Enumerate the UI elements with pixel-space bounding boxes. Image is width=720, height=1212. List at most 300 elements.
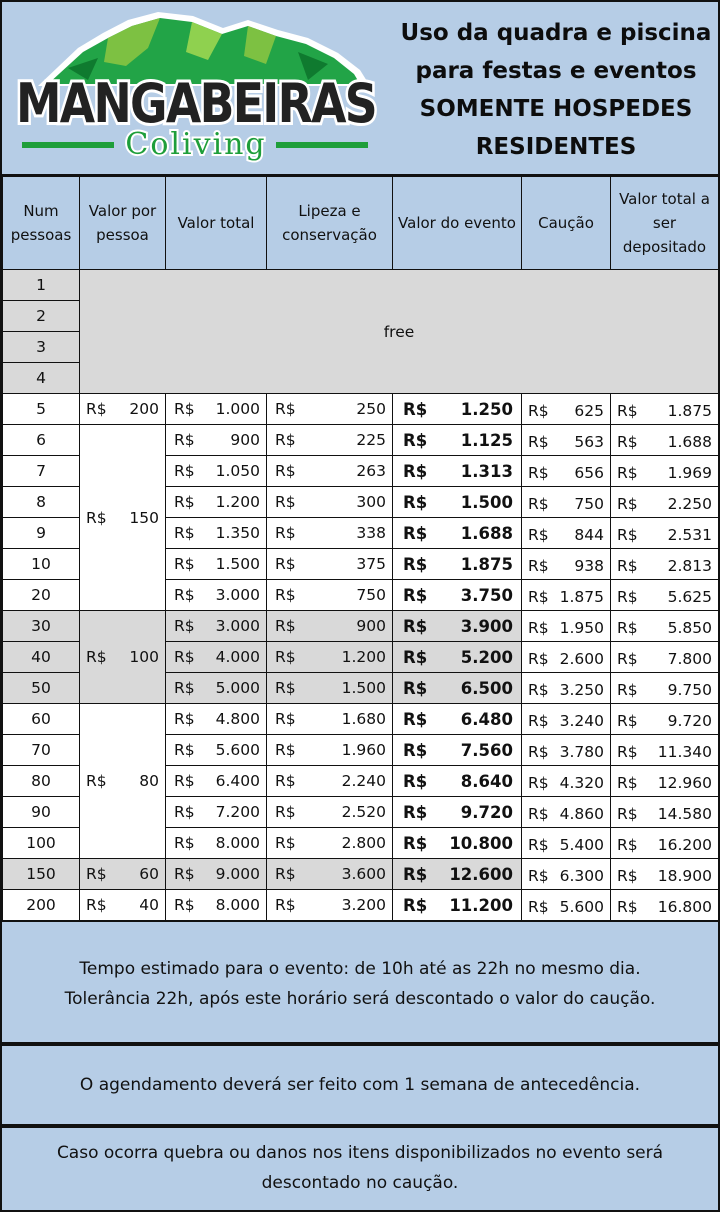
deposit: [522, 801, 610, 823]
total: [166, 896, 266, 914]
schedule-note: [2, 1046, 718, 1124]
cleaning-value: 225: [356, 431, 386, 449]
deposit-value: 3.240: [559, 712, 604, 730]
currency-symbol: R$: [403, 492, 428, 512]
currency-symbol: R$: [403, 709, 428, 729]
currency-symbol: R$: [528, 805, 549, 823]
currency-symbol: R$: [275, 865, 296, 883]
deposit-value: 4.860: [559, 805, 604, 823]
deposit-value: 656: [574, 464, 604, 482]
event-value: 12.600: [449, 864, 513, 884]
event: [393, 431, 521, 450]
deposit-value: 1.875: [559, 588, 604, 606]
event-value: 3.750: [460, 585, 513, 605]
total-deposit: [611, 615, 718, 637]
cell-deposit: [522, 673, 611, 704]
total-deposit-value: 11.340: [657, 743, 712, 761]
cleaning: [267, 555, 392, 573]
event-value: 1.688: [460, 523, 513, 543]
cell-cleaning: [267, 704, 393, 735]
col-header-cleaning: Lipeza e conservação: [267, 177, 393, 270]
per-person-value: 150: [129, 508, 159, 527]
cell-total: [166, 735, 267, 766]
event: [393, 586, 521, 605]
currency-symbol: R$: [174, 431, 195, 449]
cell-total-deposit: [611, 456, 719, 487]
total: [166, 493, 266, 511]
cell-deposit: [522, 611, 611, 642]
event-time-line-1: Tempo estimado para o evento: de 10h até as 22h no mesmo dia.: [79, 959, 641, 979]
deposit: [522, 584, 610, 606]
per-person-value: 100: [129, 648, 159, 666]
currency-symbol: R$: [403, 461, 428, 481]
currency-symbol: R$: [86, 400, 107, 418]
total: [166, 462, 266, 480]
currency-symbol: R$: [174, 803, 195, 821]
total-value: 5.000: [215, 679, 260, 697]
cell-deposit: [522, 735, 611, 766]
total-deposit-value: 2.250: [667, 495, 712, 513]
cell-event: [393, 828, 522, 859]
cell-per-person: [80, 704, 166, 859]
cell-deposit: [522, 642, 611, 673]
deposit: [522, 615, 610, 637]
deposit-value: 3.250: [559, 681, 604, 699]
total-deposit: [611, 553, 718, 575]
cell-per-person: [80, 425, 166, 611]
total-deposit-value: 16.200: [657, 836, 712, 854]
total-deposit: [611, 739, 718, 761]
cell-event: [393, 704, 522, 735]
currency-symbol: R$: [275, 834, 296, 852]
per-person-value: 80: [139, 772, 159, 790]
col-header-event: Valor do evento: [393, 177, 522, 270]
total: [166, 431, 266, 449]
currency-symbol: R$: [86, 772, 107, 790]
currency-symbol: R$: [403, 678, 428, 698]
cell-total-deposit: [611, 487, 719, 518]
deposit-value: 938: [574, 557, 604, 575]
total-deposit-value: 5.850: [667, 619, 712, 637]
deposit: [522, 677, 610, 699]
currency-symbol: R$: [275, 462, 296, 480]
event-value: 8.640: [460, 771, 513, 791]
cleaning: [267, 524, 392, 542]
cell-total-deposit: [611, 797, 719, 828]
cell-cleaning: [267, 828, 393, 859]
event: [393, 865, 521, 884]
cleaning: [267, 462, 392, 480]
event: [393, 493, 521, 512]
total: [166, 617, 266, 635]
cell-cleaning: [267, 394, 393, 425]
currency-symbol: R$: [528, 464, 549, 482]
cell-num: 70: [3, 735, 80, 766]
cleaning: [267, 803, 392, 821]
currency-symbol: R$: [174, 400, 195, 418]
event-value: 10.800: [449, 833, 513, 853]
currency-symbol: R$: [617, 681, 638, 699]
currency-symbol: R$: [275, 648, 296, 666]
total-deposit: [611, 801, 718, 823]
deposit-value: 750: [574, 495, 604, 513]
total-deposit: [611, 522, 718, 544]
event-value: 1.125: [460, 430, 513, 450]
cleaning: [267, 679, 392, 697]
deposit-value: 3.780: [559, 743, 604, 761]
event: [393, 462, 521, 481]
event: [393, 648, 521, 667]
header-line-1: Uso da quadra e piscina: [400, 20, 712, 46]
currency-symbol: R$: [174, 896, 195, 914]
header-line-4: RESIDENTES: [475, 134, 637, 160]
cell-deposit: [522, 487, 611, 518]
cleaning: [267, 896, 392, 914]
table-row: [3, 704, 719, 735]
total: [166, 803, 266, 821]
cleaning: [267, 865, 392, 883]
cleaning-value: 3.200: [341, 896, 386, 914]
per-person: [80, 400, 165, 418]
currency-symbol: R$: [86, 896, 107, 914]
cleaning-value: 1.680: [341, 710, 386, 728]
cell-num: 30: [3, 611, 80, 642]
currency-symbol: R$: [275, 679, 296, 697]
table-body: [3, 270, 719, 921]
event-value: 6.480: [460, 709, 513, 729]
damage-note: [2, 1128, 718, 1210]
currency-symbol: R$: [275, 524, 296, 542]
total: [166, 834, 266, 852]
currency-symbol: R$: [403, 430, 428, 450]
cell-event: [393, 735, 522, 766]
total-deposit: [611, 770, 718, 792]
cell-deposit: [522, 580, 611, 611]
total-deposit-value: 9.750: [667, 681, 712, 699]
total: [166, 586, 266, 604]
currency-symbol: R$: [528, 433, 549, 451]
total-value: 900: [230, 431, 260, 449]
currency-symbol: R$: [617, 836, 638, 854]
event: [393, 896, 521, 915]
cell-per-person: [80, 859, 166, 890]
event-value: 1.500: [460, 492, 513, 512]
total-value: 4.800: [215, 710, 260, 728]
total-deposit-value: 16.800: [657, 898, 712, 916]
currency-symbol: R$: [275, 586, 296, 604]
currency-symbol: R$: [174, 834, 195, 852]
currency-symbol: R$: [617, 526, 638, 544]
currency-symbol: R$: [617, 650, 638, 668]
cell-total-deposit: [611, 580, 719, 611]
cell-cleaning: [267, 549, 393, 580]
currency-symbol: R$: [275, 555, 296, 573]
event: [393, 679, 521, 698]
header-line-3: SOMENTE HOSPEDES: [419, 96, 693, 122]
currency-symbol: R$: [403, 802, 428, 822]
currency-symbol: R$: [617, 433, 638, 451]
currency-symbol: R$: [617, 588, 638, 606]
total-deposit: [611, 429, 718, 451]
cell-total-deposit: [611, 704, 719, 735]
event: [393, 400, 521, 419]
cell-deposit: [522, 890, 611, 921]
deposit-value: 5.400: [559, 836, 604, 854]
cell-num: 100: [3, 828, 80, 859]
event-value: 5.200: [460, 647, 513, 667]
total: [166, 865, 266, 883]
deposit: [522, 770, 610, 792]
cell-total: [166, 766, 267, 797]
event: [393, 617, 521, 636]
currency-symbol: R$: [617, 898, 638, 916]
cell-total: [166, 704, 267, 735]
cell-total: [166, 890, 267, 921]
cell-event: [393, 456, 522, 487]
cell-cleaning: [267, 673, 393, 704]
cell-event: [393, 797, 522, 828]
deposit: [522, 739, 610, 761]
per-person: [80, 648, 165, 666]
cell-num: 150: [3, 859, 80, 890]
total-value: 7.200: [215, 803, 260, 821]
cell-num: 20: [3, 580, 80, 611]
currency-symbol: R$: [86, 508, 107, 527]
cell-total: [166, 642, 267, 673]
total-deposit-value: 7.800: [667, 650, 712, 668]
currency-symbol: R$: [174, 524, 195, 542]
total: [166, 710, 266, 728]
cell-total: [166, 425, 267, 456]
deposit: [522, 863, 610, 885]
cell-cleaning: [267, 766, 393, 797]
table-row: [3, 394, 719, 425]
total: [166, 741, 266, 759]
cell-cleaning: [267, 580, 393, 611]
cell-event: [393, 766, 522, 797]
total: [166, 772, 266, 790]
header-title: [394, 14, 718, 166]
cell-total: [166, 828, 267, 859]
cell-deposit: [522, 797, 611, 828]
cell-cleaning: [267, 797, 393, 828]
currency-symbol: R$: [617, 619, 638, 637]
cell-cleaning: [267, 642, 393, 673]
currency-symbol: R$: [174, 710, 195, 728]
event-time-line-2: Tolerância 22h, após este horário será descontado o valor do caução.: [64, 989, 656, 1009]
header-line-2: para festas e eventos: [415, 58, 697, 84]
cell-event: [393, 549, 522, 580]
currency-symbol: R$: [275, 493, 296, 511]
cell-num: 3: [3, 332, 80, 363]
total-deposit-value: 2.531: [667, 526, 712, 544]
deposit: [522, 832, 610, 854]
cleaning-value: 300: [356, 493, 386, 511]
cell-event: [393, 673, 522, 704]
currency-symbol: R$: [617, 495, 638, 513]
col-header-per-person: Valor por pessoa: [80, 177, 166, 270]
total-deposit: [611, 584, 718, 606]
cell-num: 1: [3, 270, 80, 301]
total-deposit-value: 1.688: [667, 433, 712, 451]
cell-num: 60: [3, 704, 80, 735]
event: [393, 710, 521, 729]
cleaning-value: 250: [356, 400, 386, 418]
cell-total: [166, 673, 267, 704]
currency-symbol: R$: [403, 833, 428, 853]
currency-symbol: R$: [617, 805, 638, 823]
currency-symbol: R$: [174, 741, 195, 759]
total: [166, 524, 266, 542]
cell-total-deposit: [611, 828, 719, 859]
cell-deposit: [522, 766, 611, 797]
currency-symbol: R$: [528, 402, 549, 420]
cell-cleaning: [267, 890, 393, 921]
cell-total-deposit: [611, 890, 719, 921]
event-value: 6.500: [460, 678, 513, 698]
cell-total-deposit: [611, 549, 719, 580]
cell-cleaning: [267, 487, 393, 518]
total-value: 1.200: [215, 493, 260, 511]
cell-num: 10: [3, 549, 80, 580]
cell-event: [393, 425, 522, 456]
cleaning-value: 375: [356, 555, 386, 573]
deposit-value: 4.320: [559, 774, 604, 792]
currency-symbol: R$: [174, 493, 195, 511]
cleaning-value: 750: [356, 586, 386, 604]
cleaning-value: 338: [356, 524, 386, 542]
currency-symbol: R$: [275, 400, 296, 418]
cell-per-person: [80, 611, 166, 704]
total-deposit-value: 2.813: [667, 557, 712, 575]
event: [393, 834, 521, 853]
total-deposit: [611, 708, 718, 730]
event: [393, 772, 521, 791]
currency-symbol: R$: [617, 867, 638, 885]
cell-total: [166, 797, 267, 828]
cell-deposit: [522, 549, 611, 580]
currency-symbol: R$: [528, 557, 549, 575]
cell-deposit: [522, 859, 611, 890]
currency-symbol: R$: [403, 740, 428, 760]
deposit: [522, 398, 610, 420]
per-person-value: 40: [139, 896, 159, 914]
cell-total: [166, 456, 267, 487]
per-person-value: 200: [129, 400, 159, 418]
damage-line-2: descontado no caução.: [261, 1173, 459, 1193]
cleaning: [267, 617, 392, 635]
deposit-value: 2.600: [559, 650, 604, 668]
deposit-value: 625: [574, 402, 604, 420]
total-value: 9.000: [215, 865, 260, 883]
deposit-value: 6.300: [559, 867, 604, 885]
currency-symbol: R$: [86, 865, 107, 883]
total-deposit: [611, 646, 718, 668]
currency-symbol: R$: [617, 402, 638, 420]
event-value: 1.250: [460, 399, 513, 419]
currency-symbol: R$: [174, 617, 195, 635]
cell-deposit: [522, 456, 611, 487]
currency-symbol: R$: [528, 867, 549, 885]
table-row-free: [3, 270, 719, 301]
cell-per-person: [80, 890, 166, 921]
total: [166, 648, 266, 666]
currency-symbol: R$: [174, 865, 195, 883]
deposit: [522, 522, 610, 544]
currency-symbol: R$: [617, 774, 638, 792]
total-value: 1.500: [215, 555, 260, 573]
deposit: [522, 553, 610, 575]
cleaning: [267, 431, 392, 449]
cleaning-value: 1.500: [341, 679, 386, 697]
deposit: [522, 460, 610, 482]
cell-num: 5: [3, 394, 80, 425]
cleaning-value: 1.960: [341, 741, 386, 759]
price-table: [2, 176, 719, 921]
currency-symbol: R$: [403, 585, 428, 605]
deposit-value: 563: [574, 433, 604, 451]
event: [393, 803, 521, 822]
deposit: [522, 646, 610, 668]
cell-total-deposit: [611, 735, 719, 766]
total-value: 3.000: [215, 586, 260, 604]
currency-symbol: R$: [528, 650, 549, 668]
currency-symbol: R$: [528, 619, 549, 637]
cell-event: [393, 611, 522, 642]
event: [393, 741, 521, 760]
cell-total-deposit: [611, 394, 719, 425]
deposit: [522, 894, 610, 916]
schedule-line: O agendamento deverá ser feito com 1 semana de antecedência.: [79, 1075, 641, 1095]
currency-symbol: R$: [528, 743, 549, 761]
currency-symbol: R$: [617, 557, 638, 575]
currency-symbol: R$: [528, 495, 549, 513]
cleaning: [267, 710, 392, 728]
total-deposit-value: 14.580: [657, 805, 712, 823]
total-value: 8.000: [215, 834, 260, 852]
per-person: [80, 896, 165, 914]
event-value: 11.200: [449, 895, 513, 915]
currency-symbol: R$: [86, 648, 107, 666]
event: [393, 524, 521, 543]
header: [2, 2, 718, 174]
total-deposit: [611, 677, 718, 699]
event-time-note: [2, 922, 718, 1042]
per-person: [80, 865, 165, 883]
cell-event: [393, 642, 522, 673]
total-value: 1.000: [215, 400, 260, 418]
mangabeiras-logo: [8, 8, 384, 170]
cell-num: 40: [3, 642, 80, 673]
table-row: [3, 425, 719, 456]
cell-num: 8: [3, 487, 80, 518]
deposit: [522, 708, 610, 730]
cell-num: 9: [3, 518, 80, 549]
total-deposit: [611, 398, 718, 420]
cell-total-deposit: [611, 425, 719, 456]
total-value: 4.000: [215, 648, 260, 666]
currency-symbol: R$: [403, 616, 428, 636]
cell-event: [393, 580, 522, 611]
cell-total-deposit: [611, 766, 719, 797]
cell-event: [393, 859, 522, 890]
logo-brand-text: MANGABEIRAS: [16, 72, 376, 135]
cleaning-value: 3.600: [341, 865, 386, 883]
cell-deposit: [522, 828, 611, 859]
col-header-total: Valor total: [166, 177, 267, 270]
currency-symbol: R$: [174, 555, 195, 573]
cell-deposit: [522, 704, 611, 735]
